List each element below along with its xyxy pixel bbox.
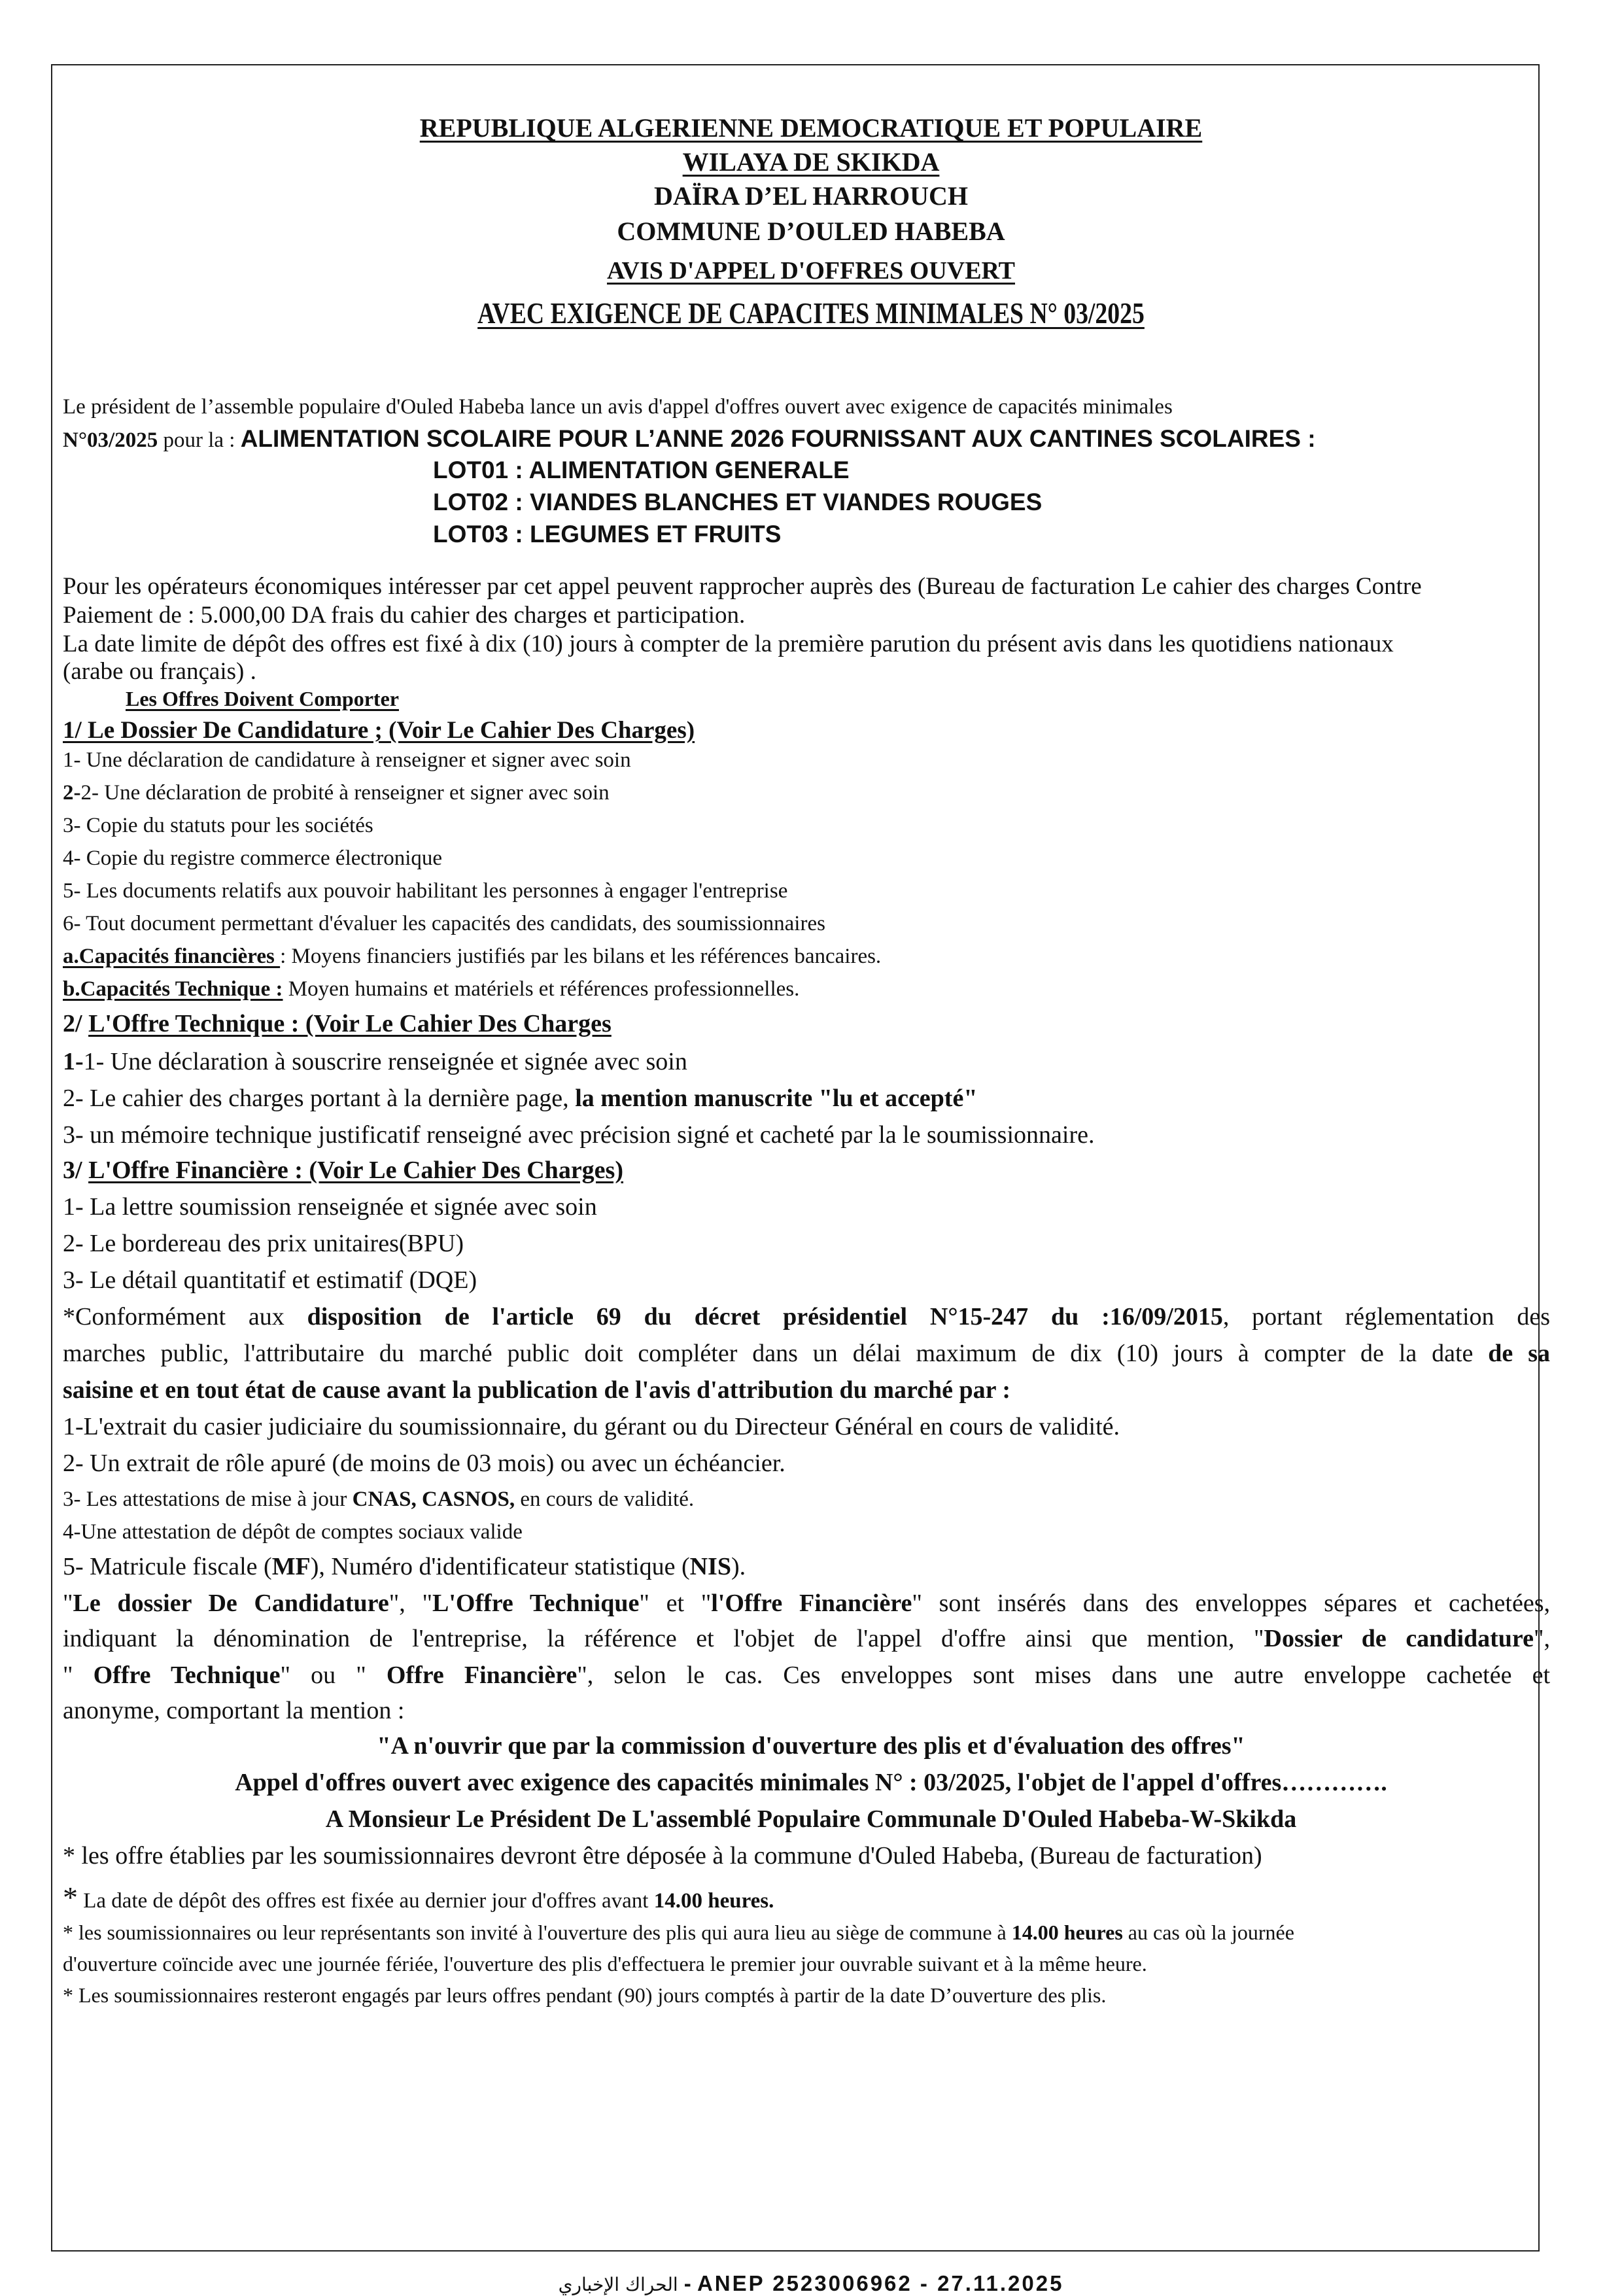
header-wilaya: WILAYA DE SKIKDA xyxy=(682,147,940,177)
header-avis: AVIS D'APPEL D'OFFRES OUVERT xyxy=(606,257,1015,285)
list-item: 3- Les attestations de mise à jour CNAS, CASNOS, en cours de validité. xyxy=(63,1487,695,1511)
list-item: 6- Tout document permettant d'évaluer les capacités des candidats, des soumissionnaires xyxy=(63,912,825,935)
decret-line-1: *Conformément aux disposition de l'article 69 du décret présidentiel N°15-247 du :16/09/2015, portant réglementation des xyxy=(63,1303,1550,1331)
lot-2: LOT02 : VIANDES BLANCHES ET VIANDES ROUGES xyxy=(433,489,1043,515)
list-item: 3- Copie du statuts pour les sociétés xyxy=(63,814,373,837)
header-title: AVEC EXIGENCE DE CAPACITES MINIMALES N° 03/2025 xyxy=(477,296,1145,330)
lot-1: LOT01 : ALIMENTATION GENERALE xyxy=(433,457,850,483)
list-item: 2- Un extrait de rôle apuré (de moins de 03 mois) ou avec un échéancier. xyxy=(63,1450,785,1477)
envelope-line-2: indiquant la dénomination de l'entreprise, la référence et l'objet de l'appel d'offre ainsi que mention, "Dossier de candidature", xyxy=(63,1625,1550,1652)
section-2-title: 2/ L'Offre Technique : (Voir Le Cahier Des Charges xyxy=(63,1010,612,1037)
info-paragraph-1b: Paiement de : 5.000,00 DA frais du cahier des charges et participation. xyxy=(63,602,746,629)
decret-line-2: marches public, l'attributaire du marché public doit compléter dans un délai maximum de dix (10) jours à compter de la date de sa xyxy=(63,1340,1550,1367)
list-item: 2- Le bordereau des prix unitaires(BPU) xyxy=(63,1230,464,1257)
list-item: 2- Le cahier des charges portant à la dernière page, la mention manuscrite "lu et accepté" xyxy=(63,1085,978,1112)
intro-object-line: N°03/2025 pour la : ALIMENTATION SCOLAIRE POUR L’ANNE 2026 FOURNISSANT AUX CANTINES SCOLAIRES : xyxy=(63,425,1316,452)
list-item: 2-2- Une déclaration de probité à renseigner et signer avec soin xyxy=(63,781,610,805)
list-item: 4-Une attestation de dépôt de comptes sociaux valide xyxy=(63,1520,523,1544)
lot-3: LOT03 : LEGUMES ET FRUITS xyxy=(433,521,782,548)
note-2: * La date de dépôt des offres est fixée au dernier jour d'offres avant 14.00 heures. xyxy=(63,1881,774,1914)
note-1: * les offre établies par les soumissionnaires devront être déposée à la commune d'Ouled Habeba, (Bureau de facturation) xyxy=(63,1842,1262,1870)
note-4: * Les soumissionnaires resteront engagés par leurs offres pendant (90) jours comptés à partir de la date D’ouverture des plis. xyxy=(63,1983,1107,2007)
mention-object: Appel d'offres ouvert avec exigence des capacités minimales N° : 03/2025, l'objet de l'appel d'offres…………. xyxy=(235,1769,1387,1796)
envelope-line-3: " Offre Technique" ou " Offre Financière", selon le cas. Ces enveloppes sont mises dans une autre enveloppe cachetée et xyxy=(63,1661,1550,1689)
list-item: 5- Les documents relatifs aux pouvoir habilitant les personnes à engager l'entreprise xyxy=(63,879,788,903)
capacity-technical: b.Capacités Technique : Moyen humains et matériels et références professionnelles. xyxy=(63,977,800,1001)
envelope-line-1: "Le dossier De Candidature", "L'Offre Technique" et "l'Offre Financière" sont insérés dans des enveloppes sépares et cachetées, xyxy=(63,1590,1550,1617)
list-item: 5- Matricule fiscale (MF), Numéro d'identificateur statistique (NIS). xyxy=(63,1553,746,1580)
section-1-title: 1/ Le Dossier De Candidature ; (Voir Le Cahier Des Charges) xyxy=(63,717,695,744)
section-3-title: 3/ L'Offre Financière : (Voir Le Cahier Des Charges) xyxy=(63,1157,623,1184)
list-item: 1-1- Une déclaration à souscrire renseignée et signée avec soin xyxy=(63,1048,687,1075)
note-3: * les soumissionnaires ou leur représentants son invité à l'ouverture des plis qui aura lieu au siège de commune à 14.00 heures au cas où la journée xyxy=(63,1921,1294,1944)
info-paragraph-2b: (arabe ou français) . xyxy=(63,658,256,685)
header-daira: DAÏRA D’EL HARROUCH xyxy=(653,181,969,211)
header-republic: REPUBLIQUE ALGERIENNE DEMOCRATIQUE ET POPULAIRE xyxy=(419,113,1203,143)
list-item: 3- Le détail quantitatif et estimatif (DQE) xyxy=(63,1266,477,1294)
info-paragraph-1a: Pour les opérateurs économiques intéresser par cet appel peuvent rapprocher auprès des (Bureau de facturation Le cahier des charges Contre xyxy=(63,573,1422,600)
mention-president: A Monsieur Le Président De L'assemblé Populaire Communale D'Ouled Habeba-W-Skikda xyxy=(325,1805,1297,1833)
list-item: 1- Une déclaration de candidature à renseigner et signer avec soin xyxy=(63,748,631,772)
list-item: 4- Copie du registre commerce électronique xyxy=(63,846,443,870)
mention-open: "A n'ouvrir que par la commission d'ouverture des plis et d'évaluation des offres" xyxy=(377,1732,1245,1760)
note-3-cont: d'ouverture coïncide avec une journée fériée, l'ouverture des plis d'effectuera le premier jour ouvrable suivant et à la même heure. xyxy=(63,1952,1147,1975)
list-item: 1-L'extrait du casier judiciaire du soumissionnaire, du gérant ou du Directeur Général en cours de validité. xyxy=(63,1413,1120,1440)
info-paragraph-2a: La date limite de dépôt des offres est fixé à dix (10) jours à compter de la première parution du présent avis dans les quotidiens nationaux xyxy=(63,631,1394,657)
header-commune: COMMUNE D’OULED HABEBA xyxy=(617,217,1005,246)
capacity-financial: a.Capacités financières : Moyens financiers justifiés par les bilans et les références bancaires. xyxy=(63,945,882,968)
list-item: 3- un mémoire technique justificatif renseigné avec précision signé et cacheté par la le soumissionnaire. xyxy=(63,1121,1095,1149)
envelope-line-4: anonyme, comportant la mention : xyxy=(63,1697,405,1724)
list-item: 1- La lettre soumission renseignée et signée avec soin xyxy=(63,1193,597,1221)
decret-line-3: saisine et en tout état de cause avant la publication de l'avis d'attribution du marché par : xyxy=(63,1376,1010,1404)
intro-line: Le président de l’assemble populaire d'Ouled Habeba lance un avis d'appel d'offres ouvert avec exigence de capacités minimales xyxy=(63,395,1173,419)
offres-title: Les Offres Doivent Comporter xyxy=(126,687,399,710)
footer-reference: الحراك الإخباري - ANEP 2523006962 - 27.11.2025 xyxy=(558,2271,1064,2295)
list-item-text: 2- Une déclaration de probité à renseigner et signer avec soin xyxy=(80,781,610,805)
